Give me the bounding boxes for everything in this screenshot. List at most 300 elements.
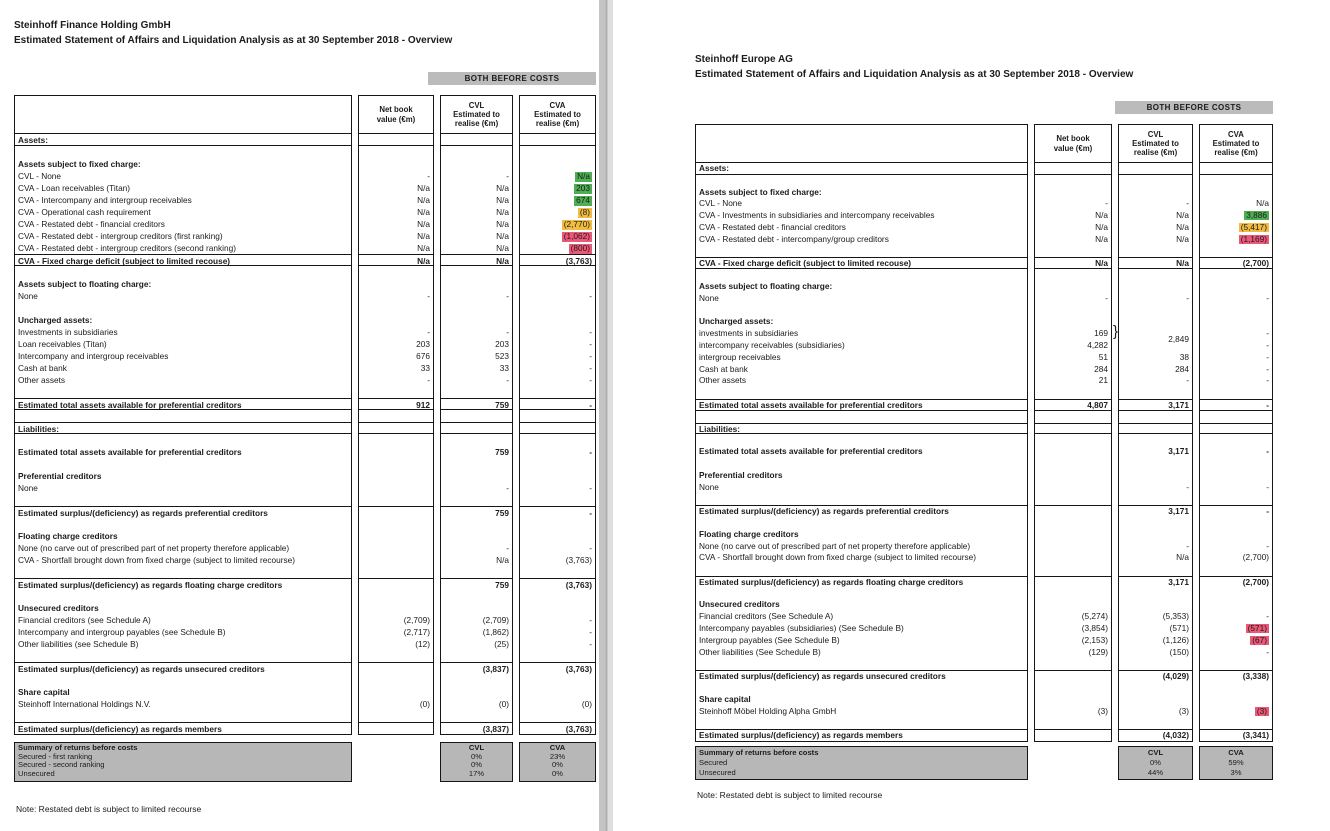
summary-percentage: 23%	[549, 751, 566, 761]
value-cell	[441, 206, 512, 218]
value-text: -	[1266, 399, 1269, 410]
value-text: 21	[1098, 375, 1108, 386]
value-cell	[520, 638, 595, 650]
value-text: -	[506, 543, 509, 553]
summary-percentage: 44%	[1147, 767, 1164, 777]
row-label: Other liabilities (see Schedule B)	[18, 639, 139, 649]
row-label: CVA - Operational cash requirement	[18, 207, 151, 217]
value-text: -	[1266, 363, 1269, 374]
value-text: -	[589, 351, 592, 361]
spacer-cell	[441, 674, 512, 686]
spacer-cell	[1200, 458, 1272, 470]
summary-row-label: Unsecured	[18, 769, 55, 779]
row-label: Estimated surplus/(deficiency) as regards preferential creditors	[15, 506, 351, 518]
summary-cvl-header: CVL	[468, 743, 485, 752]
spacer-cell	[441, 266, 512, 278]
value-text: -	[427, 291, 430, 301]
value-cell	[1035, 729, 1111, 741]
value-cell	[359, 446, 433, 458]
value-text: (0)	[581, 699, 592, 709]
value-cell	[1035, 210, 1111, 222]
row-label: Preferential creditors	[18, 471, 102, 481]
page-subtitle: Estimated Statement of Affairs and Liquidation Analysis as at 30 September 2018 - Overview	[14, 35, 453, 46]
value-cell	[1200, 706, 1272, 718]
value-cell	[1119, 364, 1192, 376]
spacer-cell	[441, 458, 512, 470]
value-cell	[441, 698, 512, 710]
value-cell	[1119, 694, 1192, 706]
value-cell	[441, 602, 512, 614]
column-header-line: realise (€m)	[1214, 148, 1258, 158]
value-cell	[1035, 635, 1111, 647]
spacer-cell	[520, 302, 595, 314]
value-cell	[1119, 552, 1192, 564]
value-cell	[441, 194, 512, 206]
row-label: Intercompany and intergroup payables (see Schedule B)	[18, 627, 226, 637]
value-cell	[1035, 446, 1111, 458]
spacer-cell	[1035, 493, 1111, 505]
spacer-cell	[1119, 175, 1192, 187]
value-cell	[359, 686, 433, 698]
value-text: N/a	[496, 183, 509, 193]
value-cell	[359, 602, 433, 614]
value-cell	[1035, 706, 1111, 718]
value-cell	[1200, 635, 1272, 647]
grouping-brace: }	[1112, 323, 1118, 341]
spacer-cell	[520, 674, 595, 686]
spacer-cell	[359, 566, 433, 578]
spacer-cell	[441, 494, 512, 506]
row-label: Loan receivables (Titan)	[18, 339, 107, 349]
value-text: (3,837)	[482, 664, 509, 674]
row-label: intergroup receivables	[699, 351, 781, 362]
value-text: -	[1186, 540, 1189, 551]
cva-column	[1199, 124, 1273, 742]
spacer-cell	[1200, 246, 1272, 258]
value-cell	[359, 470, 433, 482]
page-edge-shadow	[599, 0, 613, 831]
value-cell	[1200, 222, 1272, 234]
spacer-cell	[359, 146, 433, 158]
value-cell	[359, 422, 433, 434]
value-text: -	[1186, 481, 1189, 492]
spacer-cell	[1119, 305, 1192, 317]
value-cell	[1200, 623, 1272, 635]
value-cell	[359, 278, 433, 290]
row-label: CVA - Intercompany and intergroup receivables	[18, 195, 192, 205]
spacer-cell	[1119, 458, 1192, 470]
value-text: 33	[420, 363, 430, 373]
value-text: N/a	[1256, 198, 1269, 209]
value-cell	[1119, 333, 1192, 352]
highlighted-value: 3,886	[1246, 210, 1267, 221]
summary-title: Summary of returns before costs	[699, 748, 819, 757]
row-label: Estimated surplus/(deficiency) as regards unsecured creditors	[15, 662, 351, 674]
value-cell	[359, 542, 433, 554]
label-column	[14, 95, 352, 735]
value-text: (129)	[1088, 646, 1108, 657]
value-text: (3,338)	[1242, 671, 1269, 682]
spacer-row	[15, 386, 351, 398]
row-label: Assets subject to floating charge:	[18, 279, 152, 289]
value-cell	[1119, 635, 1192, 647]
value-cell	[520, 542, 595, 554]
value-cell	[1200, 364, 1272, 376]
value-text: (571)	[1169, 623, 1189, 634]
value-text: 169	[1094, 328, 1108, 339]
value-cell	[359, 638, 433, 650]
value-text: -	[589, 400, 592, 410]
value-cell	[359, 170, 433, 182]
value-cell	[520, 290, 595, 302]
spacer-cell	[441, 518, 512, 530]
spacer-cell	[441, 302, 512, 314]
value-text: -	[589, 615, 592, 625]
spacer-row	[696, 458, 1027, 470]
value-cell	[1200, 576, 1272, 588]
value-cell	[359, 722, 433, 734]
spacer-cell	[1035, 175, 1111, 187]
row-label: Intergroup payables (See Schedule B)	[699, 634, 840, 645]
row-label: Assets:	[696, 163, 1027, 175]
spacer-cell	[1119, 434, 1192, 446]
value-text: (3,854)	[1081, 623, 1108, 634]
value-cell	[359, 206, 433, 218]
value-text: (2,700)	[1242, 258, 1269, 269]
value-cell	[1200, 670, 1272, 682]
row-label: CVA - Investments in subsidiaries and intercompany receivables	[699, 210, 935, 221]
value-text: (2,709)	[403, 615, 430, 625]
spacer-cell	[441, 566, 512, 578]
spacer-cell	[1200, 269, 1272, 281]
value-cell	[520, 470, 595, 482]
value-cell	[520, 374, 595, 386]
value-cell	[520, 506, 595, 518]
value-cell	[1200, 198, 1272, 210]
value-cell	[359, 698, 433, 710]
value-text: -	[1105, 198, 1108, 209]
value-cell	[441, 314, 512, 326]
value-text: -	[506, 171, 509, 181]
value-text: 912	[416, 400, 430, 410]
value-text: -	[589, 291, 592, 301]
value-cell	[441, 338, 512, 350]
value-cell	[1119, 198, 1192, 210]
spacer-row	[15, 410, 351, 422]
value-text: (3)	[1097, 705, 1108, 716]
value-cell	[520, 686, 595, 698]
value-cell	[359, 326, 433, 338]
row-label: investments in subsidiaries	[699, 328, 799, 339]
value-cell	[1119, 210, 1192, 222]
spacer-cell	[1119, 564, 1192, 576]
row-label: Floating charge creditors	[699, 528, 799, 539]
spacer-row	[15, 146, 351, 158]
value-cell	[1035, 399, 1111, 411]
row-label: Uncharged assets:	[18, 315, 93, 325]
spacer-cell	[1035, 517, 1111, 529]
spacer-cell	[520, 410, 595, 422]
value-text: N/a	[417, 207, 430, 217]
row-label: CVA - Fixed charge deficit (subject to limited recouse)	[696, 257, 1027, 269]
column-header-line: CVA	[1228, 129, 1244, 139]
value-cell	[520, 158, 595, 170]
value-cell	[1119, 375, 1192, 387]
summary-percentage: 0%	[552, 760, 563, 770]
label-column	[695, 124, 1028, 742]
value-cell	[359, 362, 433, 374]
value-cell	[1200, 541, 1272, 553]
value-cell	[1200, 352, 1272, 364]
value-text: (2,717)	[403, 627, 430, 637]
statement-of-affairs-table	[695, 124, 1273, 742]
value-cell	[1200, 529, 1272, 541]
value-cell	[1035, 694, 1111, 706]
spacer-cell	[1119, 682, 1192, 694]
value-text: 759	[495, 447, 509, 457]
value-text: N/a	[417, 195, 430, 205]
value-cell	[441, 158, 512, 170]
summary-of-returns	[695, 746, 1273, 780]
value-cell	[1200, 552, 1272, 564]
value-cell	[1200, 234, 1272, 246]
value-text: -	[1266, 328, 1269, 339]
value-text: -	[1266, 481, 1269, 492]
value-cell	[1200, 187, 1272, 199]
value-cell	[359, 230, 433, 242]
value-cell	[1119, 222, 1192, 234]
spacer-row	[15, 674, 351, 686]
value-cell	[520, 626, 595, 638]
value-cell	[441, 374, 512, 386]
value-cell	[441, 182, 512, 194]
summary-cvl-box	[1118, 746, 1193, 780]
value-cell	[1200, 257, 1272, 269]
row-label: Unsecured creditors	[18, 603, 99, 613]
value-cell	[359, 482, 433, 494]
value-cell	[520, 218, 595, 230]
value-cell	[1200, 694, 1272, 706]
value-cell	[441, 290, 512, 302]
value-cell	[1119, 352, 1192, 364]
summary-row-label: Secured - first ranking	[18, 751, 93, 761]
value-cell	[1035, 222, 1111, 234]
row-label: Steinhoff International Holdings N.V.	[18, 699, 151, 709]
spacer-cell	[1119, 246, 1192, 258]
row-label: Estimated surplus/(deficiency) as regards floating charge creditors	[696, 576, 1027, 588]
spacer-cell	[1035, 305, 1111, 317]
summary-percentage: 0%	[471, 760, 482, 770]
value-text: N/a	[1095, 233, 1108, 244]
value-cell	[441, 530, 512, 542]
spacer-cell	[1035, 387, 1111, 399]
highlighted-value: (3)	[1256, 705, 1267, 716]
value-cell	[1200, 729, 1272, 741]
value-text: 284	[1094, 363, 1108, 374]
value-cell	[441, 230, 512, 242]
summary-label-box	[695, 746, 1028, 780]
spacer-cell	[1200, 658, 1272, 670]
highlighted-value: 674	[576, 195, 590, 205]
value-cell	[1200, 163, 1272, 175]
value-cell	[359, 374, 433, 386]
value-text: 51	[1098, 351, 1108, 362]
highlighted-value: (5,417)	[1240, 221, 1267, 232]
summary-cva-box	[1199, 746, 1273, 780]
value-cell	[520, 314, 595, 326]
column-header	[359, 96, 433, 134]
value-cell	[520, 482, 595, 494]
value-text: N/a	[496, 231, 509, 241]
value-cell	[520, 278, 595, 290]
value-cell	[441, 254, 512, 266]
cva-column	[519, 95, 596, 735]
value-text: (25)	[494, 639, 509, 649]
value-cell	[520, 602, 595, 614]
row-label: CVA - Shortfall brought down from fixed charge (subject to limited recourse)	[699, 552, 976, 563]
value-text: -	[589, 363, 592, 373]
value-cell	[1200, 340, 1272, 352]
row-label: Intercompany payables (subsidiaries) (See Schedule B)	[699, 623, 904, 634]
row-label: Uncharged assets:	[699, 316, 774, 327]
spacer-row	[696, 588, 1027, 600]
value-cell	[1035, 364, 1111, 376]
value-text: N/a	[1176, 552, 1189, 563]
value-cell	[441, 542, 512, 554]
row-label: Estimated surplus/(deficiency) as regards floating charge creditors	[15, 578, 351, 590]
value-cell	[441, 350, 512, 362]
row-label: intercompany receivables (subsidiaries)	[699, 339, 845, 350]
page-title: Steinhoff Finance Holding GmbH	[14, 20, 171, 31]
value-text: (1,862)	[482, 627, 509, 637]
footnote: Note: Restated debt is subject to limited recourse	[697, 790, 883, 800]
value-text: (3,763)	[565, 580, 592, 590]
highlighted-value: (2,770)	[563, 219, 590, 229]
value-cell	[1035, 599, 1111, 611]
value-cell	[1200, 399, 1272, 411]
value-cell	[359, 158, 433, 170]
spacer-row	[696, 517, 1027, 529]
value-cell	[359, 506, 433, 518]
spacer-cell	[359, 650, 433, 662]
spacer-row	[15, 710, 351, 722]
value-text: -	[506, 327, 509, 337]
spacer-row	[696, 564, 1027, 576]
value-cell	[520, 194, 595, 206]
column-header-line: realise (€m)	[535, 119, 580, 129]
spacer-cell	[520, 386, 595, 398]
value-cell	[1200, 611, 1272, 623]
spacer-cell	[441, 434, 512, 446]
spacer-cell	[1119, 493, 1192, 505]
value-text: (5,274)	[1081, 611, 1108, 622]
value-text: -	[427, 171, 430, 181]
spacer-cell	[1035, 246, 1111, 258]
value-cell	[441, 686, 512, 698]
summary-percentage: 0%	[552, 769, 563, 779]
value-cell	[1035, 352, 1111, 364]
value-text: (2,709)	[482, 615, 509, 625]
highlighted-value: (1,062)	[563, 231, 590, 241]
spacer-cell	[1035, 411, 1111, 423]
value-cell	[1119, 470, 1192, 482]
net-book-value-column	[358, 95, 434, 735]
value-cell	[1035, 257, 1111, 269]
value-cell	[441, 170, 512, 182]
row-label: Liabilities:	[696, 423, 1027, 435]
spacer-row	[15, 494, 351, 506]
row-label: Floating charge creditors	[18, 531, 118, 541]
row-label: Unsecured creditors	[699, 599, 780, 610]
spacer-cell	[520, 566, 595, 578]
value-cell	[1035, 187, 1111, 199]
value-cell	[1119, 163, 1192, 175]
value-text: -	[589, 327, 592, 337]
value-cell	[441, 482, 512, 494]
value-cell	[1119, 611, 1192, 623]
value-text: -	[589, 627, 592, 637]
value-text: -	[506, 291, 509, 301]
value-text: N/a	[496, 219, 509, 229]
value-text: 3,171	[1168, 576, 1189, 587]
row-label: Assets:	[15, 134, 351, 146]
value-text: (0)	[419, 699, 430, 709]
footnote: Note: Restated debt is subject to limited recourse	[16, 804, 202, 814]
value-cell	[1119, 446, 1192, 458]
value-cell	[1119, 706, 1192, 718]
value-cell	[1035, 340, 1111, 352]
value-cell	[1200, 446, 1272, 458]
value-cell	[1200, 423, 1272, 435]
column-header-line: realise (€m)	[1133, 148, 1178, 158]
column-header-line: Estimated to	[1212, 138, 1260, 148]
value-text: 3,171	[1168, 399, 1189, 410]
value-text: -	[1186, 375, 1189, 386]
value-text: N/a	[1095, 258, 1108, 269]
row-label: None	[18, 291, 38, 301]
value-cell	[1035, 234, 1111, 246]
highlighted-value: N/a	[577, 171, 590, 181]
value-cell	[441, 134, 512, 146]
spacer-cell	[1035, 564, 1111, 576]
spacer-row	[696, 717, 1027, 729]
spacer-cell	[359, 410, 433, 422]
row-label: Intercompany and intergroup receivables	[18, 351, 169, 361]
value-cell	[1035, 375, 1111, 387]
spacer-cell	[1035, 717, 1111, 729]
value-cell	[1119, 257, 1192, 269]
row-label: Estimated total assets available for preferential creditors	[15, 398, 351, 410]
spacer-cell	[1035, 269, 1111, 281]
spacer-cell	[441, 710, 512, 722]
column-header	[1035, 125, 1111, 163]
value-text: (150)	[1169, 646, 1189, 657]
value-cell	[441, 362, 512, 374]
value-cell	[1035, 423, 1111, 435]
value-text: N/a	[417, 256, 430, 266]
spacer-cell	[1119, 411, 1192, 423]
value-text: 203	[495, 339, 509, 349]
value-cell	[441, 722, 512, 734]
row-label: Other assets	[699, 375, 747, 386]
value-cell	[1035, 293, 1111, 305]
column-header-line: Net book	[379, 105, 413, 115]
spacer-cell	[520, 434, 595, 446]
row-label: Estimated total assets available for preferential creditors	[696, 399, 1027, 411]
spacer-cell	[1200, 588, 1272, 600]
value-text: N/a	[417, 231, 430, 241]
value-cell	[1119, 423, 1192, 435]
